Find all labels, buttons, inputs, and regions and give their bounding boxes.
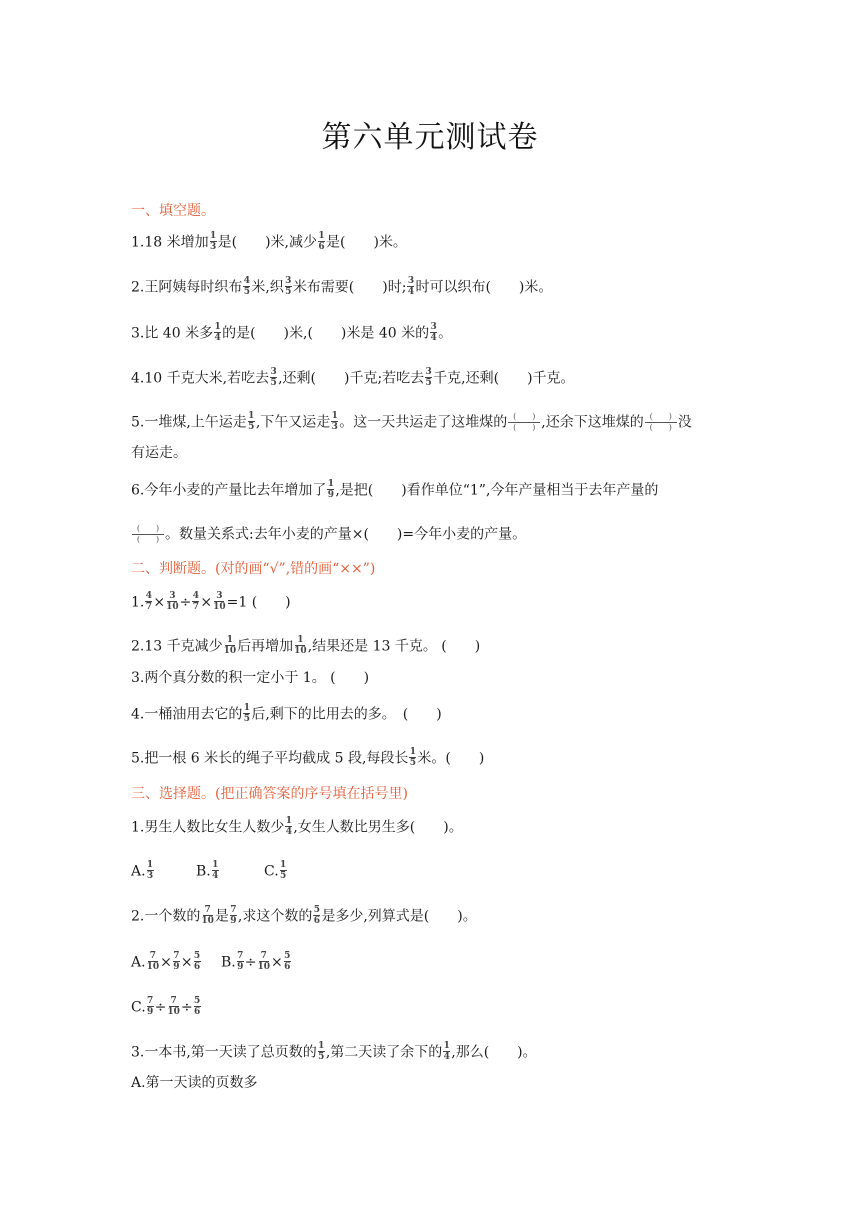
fraction: $\frac{7}{10}$ [146,951,160,972]
fraction: $\frac{1}{9}$ [327,479,334,500]
fraction: $\frac{3}{5}$ [285,276,292,297]
fraction: $\frac{7}{10}$ [257,951,271,972]
fraction: $\frac{7}{10}$ [167,996,180,1017]
choice-1-options: A. $\frac{1}{3}$ B. $\frac{1}{4}$ C. $\frac{1}{5}$ [131,860,287,881]
fraction: $\frac{5}{6}$ [194,996,201,1017]
fraction: $\frac{1}{5}$ [243,703,250,724]
fraction: $\frac{1}{6}$ [318,231,325,252]
fraction: $\frac{1}{5}$ [409,747,417,768]
fraction: $\frac{4}{7}$ [145,591,152,612]
fraction: $\frac{3}{10}$ [213,591,226,612]
fraction: $\frac{7}{9}$ [230,905,237,926]
fraction: $\frac{7}{10}$ [201,905,214,926]
fraction: $\frac{3}{5}$ [270,367,277,388]
fraction: $\frac{1}{4}$ [214,322,221,343]
question-6-line-2: ( ) ( ) 。数量关系式:去年小麦的产量×( )=今年小麦的产量。 [131,525,526,544]
fraction: $\frac{5}{6}$ [284,951,291,972]
question-2: 2.王阿姨每时织布 $\frac{4}{5}$ 米,织 $\frac{3}{5}$ 米布需要( )时; $\frac{3}{4}$ 时可以织布( )米。 [131,276,553,297]
judge-1: 1. $\frac{4}{7}$ × $\frac{3}{10}$ ÷ $\frac{4}{7}$ × $\frac{3}{10}$ =1 ( ) [131,591,291,612]
answer-blank: ( ) ( ) [645,413,677,432]
fraction: $\frac{4}{5}$ [243,276,250,297]
question-5-line-2: 有运走。 [131,445,187,461]
question-4: 4.10 千克大米,若吃去 $\frac{3}{5}$ ,还剩( )千克;若吃去 $\frac{3}{5}$ 千克,还剩( )千克。 [131,367,575,388]
choice-3: 3.一本书,第一天读了总页数的 $\frac{1}{5}$ ,第二天读了余下的 $\frac{1}{4}$ ,那么( )。 [131,1041,537,1062]
judge-4: 4.一桶油用去它的 $\frac{1}{5}$ 后,剩下的比用去的多。 ( ) [131,703,442,724]
fraction: $\frac{1}{10}$ [294,635,307,656]
fraction: $\frac{3}{4}$ [430,322,437,343]
choice-1: 1.男生人数比女生人数少 $\frac{1}{4}$ ,女生人数比男生多( )。 [131,816,463,837]
question-3: 3.比 40 米多 $\frac{1}{4}$ 的是( )米,( )米是 40 米的 $\frac{3}{4}$ 。 [131,322,453,343]
fraction: $\frac{1}{3}$ [209,231,217,252]
fraction: $\frac{1}{5}$ [280,860,287,881]
fraction: $\frac{3}{5}$ [425,367,432,388]
answer-blank: ( ) ( ) [132,525,164,544]
fraction: $\frac{1}{10}$ [223,635,237,656]
question-1: 1.18 米增加 $\frac{1}{3}$ 是( )米,减少 $\frac{1}{6}$ 是( )米。 [131,231,407,252]
fraction: $\frac{4}{7}$ [192,591,199,612]
section-heading-multiple-choice: 三、选择题。(把正确答案的序号填在括号里) [131,786,408,802]
question-5: 5.一堆煤,上午运走 $\frac{1}{5}$ ,下午又运走 $\frac{1}{3}$ 。这一天共运走了这堆煤的 ( ) ( ) ,还余下这堆煤的 ( ) ( ) 没 [131,411,692,432]
question-6: 6.今年小麦的产量比去年增加了 $\frac{1}{9}$ ,是把( )看作单位“1”,今年产量相当于去年产量的 [131,479,659,500]
choice-2: 2.一个数的 $\frac{7}{10}$ 是 $\frac{7}{9}$ ,求这个数的 $\frac{5}{6}$ 是多少,列算式是( )。 [131,905,477,926]
page-title: 第六单元测试卷 [321,120,539,155]
judge-3: 3.两个真分数的积一定小于 1。 ( ) [131,670,370,686]
section-heading-true-false: 二、判断题。(对的画“√”,错的画“××”) [131,561,376,577]
fraction: $\frac{1}{5}$ [248,411,255,432]
judge-2: 2.13 千克减少 $\frac{1}{10}$ 后再增加 $\frac{1}{10}$ ,结果还是 13 千克。 ( ) [131,635,481,656]
fraction: $\frac{7}{9}$ [237,951,244,972]
fraction: $\frac{1}{4}$ [443,1041,450,1062]
fraction: $\frac{1}{4}$ [212,860,219,881]
choice-3-option-a: A.第一天读的页数多 [131,1075,258,1091]
section-heading-fill-blank: 一、填空题。 [131,203,215,219]
fraction: $\frac{1}{4}$ [285,816,292,837]
choice-2-option-c: C. $\frac{7}{9}$ ÷ $\frac{7}{10}$ ÷ $\frac{5}{6}$ [131,996,201,1017]
fraction: $\frac{3}{4}$ [407,276,415,297]
fraction: $\frac{1}{5}$ [318,1041,325,1062]
answer-blank: ( ) ( ) [508,413,540,432]
fraction: $\frac{1}{3}$ [331,411,338,432]
fraction: $\frac{1}{3}$ [146,860,154,881]
choice-2-options-ab: A. $\frac{7}{10}$ × $\frac{7}{9}$ × $\frac{5}{6}$ B. $\frac{7}{9}$ ÷ $\frac{7}{10}$ × $\frac{5}{6}$ [131,951,291,972]
fraction: $\frac{3}{10}$ [166,591,179,612]
judge-5: 5.把一根 6 米长的绳子平均截成 5 段,每段长 $\frac{1}{5}$ 米。( ) [131,747,485,768]
fraction: $\frac{7}{9}$ [173,951,180,972]
fraction: $\frac{7}{9}$ [147,996,154,1017]
fraction: $\frac{5}{6}$ [313,905,320,926]
fraction: $\frac{5}{6}$ [193,951,201,972]
